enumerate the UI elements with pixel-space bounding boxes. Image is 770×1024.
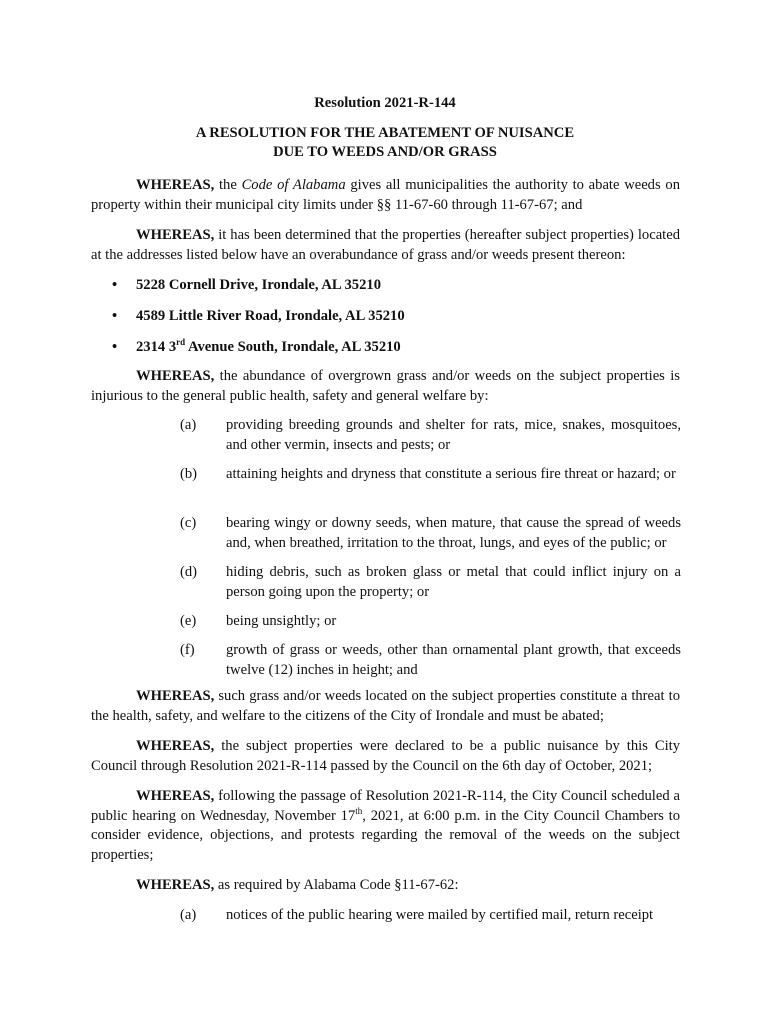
p5-text: the subject properties were declared to be a public nuisance by this City Council through Resolution 2021-R-114 passed by the Council on the 6th day of October, 2021;: [91, 738, 680, 774]
item-label: (f): [180, 642, 195, 658]
whereas-label: WHEREAS,: [136, 688, 215, 704]
heading-line-2: DUE TO WEEDS AND/OR GRASS: [273, 144, 497, 160]
whereas-paragraph-1: [91, 176, 680, 215]
whereas-label: WHEREAS,: [136, 177, 215, 193]
address-3-post: Avenue South, Irondale, AL 35210: [185, 339, 401, 355]
p6-sup: th: [355, 805, 363, 816]
bullet-icon: •: [112, 308, 118, 324]
resolution-heading: [0, 124, 770, 162]
address-3-pre: 2314 3: [136, 339, 177, 355]
p1-pre: the: [214, 177, 242, 193]
whereas-label: WHEREAS,: [136, 877, 215, 893]
address-2: 4589 Little River Road, Irondale, AL 35210: [136, 308, 405, 324]
whereas-label: WHEREAS,: [136, 368, 215, 384]
p1-post: gives all municipalities the authority to abate weeds on property within their municipal city limits under §§ 11-67-60 through 11-67-67; and: [91, 177, 680, 213]
whereas-paragraph-7: [91, 876, 680, 896]
heading-line-1: A RESOLUTION FOR THE ABATEMENT OF NUISANCE: [195, 125, 575, 141]
bullet-icon: •: [112, 339, 118, 355]
whereas-label: WHEREAS,: [136, 738, 215, 754]
p6-post: , 2021, at 6:00 p.m. in the City Council Chambers to consider evidence, objections, and protests regarding the removal of the weeds on the subject properties;: [91, 807, 680, 863]
address-bullet-1: [112, 276, 672, 295]
item-text: growth of grass or weeds, other than ornamental plant growth, that exceeds twelve (12) inches in height; and: [226, 642, 681, 678]
whereas-label: WHEREAS,: [136, 227, 215, 243]
address-3-sup: rd: [176, 337, 186, 348]
whereas-paragraph-4: [91, 687, 680, 726]
whereas-label: WHEREAS,: [136, 788, 215, 804]
resolution-title: Resolution 2021-R-144: [314, 95, 456, 111]
item-label: (a): [180, 417, 197, 433]
address-1: 5228 Cornell Drive, Irondale, AL 35210: [136, 277, 381, 293]
whereas-paragraph-6: [91, 787, 680, 865]
p2-text: it has been determined that the properties (hereafter subject properties) located at the addresses listed below have an overabundance of grass and/or weeds present thereon:: [91, 227, 680, 263]
item-text: providing breeding grounds and shelter for rats, mice, snakes, mosquitoes, and other vermin, insects and pests; or: [226, 417, 681, 453]
item-text: hiding debris, such as broken glass or metal that could inflict injury on a person going upon the property; or: [226, 564, 681, 600]
item-label: (b): [180, 466, 198, 482]
item-text: bearing wingy or downy seeds, when mature, that cause the spread of weeds and, when breathed, irritation to the throat, lungs, and eyes of the public; or: [226, 515, 681, 551]
item-text: notices of the public hearing were mailed by certified mail, return receipt: [226, 907, 654, 923]
p7-text: as required by Alabama Code §11-67-62:: [214, 877, 459, 893]
bullet-icon: •: [112, 277, 118, 293]
whereas-paragraph-3: [91, 367, 680, 406]
address-bullet-2: [112, 307, 672, 326]
item-label: (c): [180, 515, 197, 531]
whereas-paragraph-5: [91, 737, 680, 776]
address-bullet-3: [112, 338, 672, 357]
item-text: attaining heights and dryness that constitute a serious fire threat or hazard; or: [226, 466, 676, 482]
item-label: (a): [180, 907, 197, 923]
item-text: being unsightly; or: [226, 613, 337, 629]
p6-pre: following the passage of Resolution 2021-R-114, the City Council scheduled a public hearing on Wednesday, November 17: [91, 788, 680, 824]
whereas-paragraph-2: [91, 226, 680, 265]
p4-text: such grass and/or weeds located on the subject properties constitute a threat to the health, safety, and welfare to the citizens of the City of Irondale and must be abated;: [91, 688, 680, 724]
p3-text: the abundance of overgrown grass and/or weeds on the subject properties is injurious to the general public health, safety and general welfare by:: [91, 368, 680, 404]
item-label: (d): [180, 564, 198, 580]
item-label: (e): [180, 613, 197, 629]
code-of-alabama-italic: Code of Alabama: [241, 177, 346, 193]
